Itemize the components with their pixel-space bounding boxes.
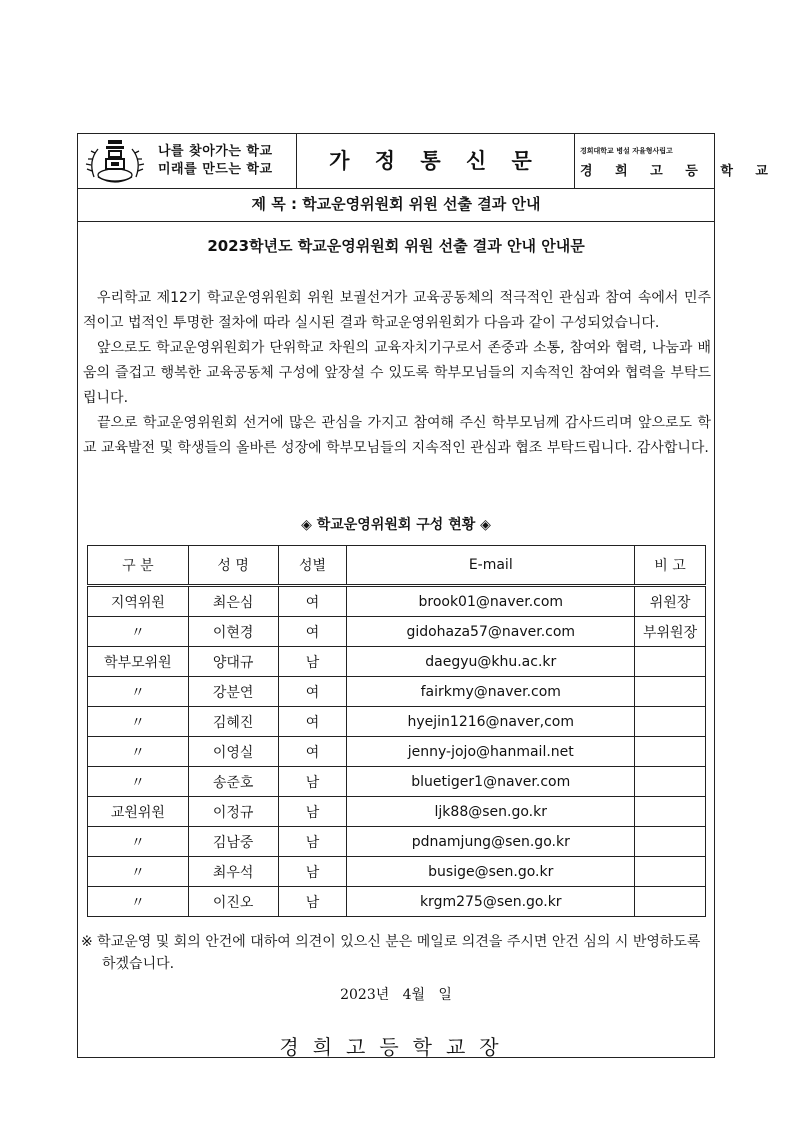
document-title: 2023학년도 학교운영위원회 위원 선출 결과 안내 안내문 [207,237,585,255]
remarks-cell: 위원장 [635,586,706,617]
letterhead-left [78,134,297,188]
category-cell: 교원위원 [88,797,189,827]
remarks-cell [635,647,706,677]
category-cell: 학부모위원 [88,647,189,677]
table-row [88,647,706,677]
category-cell: 〃 [88,617,189,647]
email-cell: gidohaza57@naver.com [347,617,635,647]
email-cell: pdnamjung@sen.go.kr [347,827,635,857]
header-remarks: 비 고 [635,546,706,586]
remarks-cell [635,887,706,917]
remarks-cell [635,707,706,737]
remarks-cell [635,857,706,887]
slogan-line-2: 미래를 만드는 학교 [158,162,273,177]
gender-cell: 남 [278,857,347,887]
gender-cell: 남 [278,647,347,677]
table-row [88,887,706,917]
category-cell: 〃 [88,737,189,767]
paragraph-3: 끝으로 학교운영위원회 선거에 많은 관심을 가지고 참여해 주신 학부모님께 감사드리며 앞으로도 학교 교육발전 및 학생들의 올바른 성장에 학부모님들의 지속적인 관심과 협조 부탁드립니다. 감사합니다. [83,415,711,456]
email-cell: bluetiger1@naver.com [347,767,635,797]
school-name: 경 희 고 등 학 교 [580,164,777,179]
school-affiliation: 경희대학교 병설 자율형사립고 [580,147,673,155]
footnote [81,931,709,975]
email-cell: krgm275@sen.go.kr [347,887,635,917]
category-cell: 〃 [88,857,189,887]
gender-cell: 남 [278,827,347,857]
header-name: 성 명 [188,546,278,586]
remarks-cell: 부위원장 [635,617,706,647]
gender-cell: 남 [278,797,347,827]
table-header-row [88,546,706,586]
gender-cell: 남 [278,767,347,797]
name-cell: 이현경 [188,617,278,647]
name-cell: 이정규 [188,797,278,827]
category-cell: 〃 [88,827,189,857]
gender-cell: 여 [278,617,347,647]
footnote-text: ※ 학교운영 및 회의 안건에 대하여 의견이 있으신 분은 메일로 의견을 주시면 안건 심의 시 반영하도록 하겠습니다. [81,934,701,972]
name-cell: 이진오 [188,887,278,917]
name-cell: 송준호 [188,767,278,797]
table-row [88,737,706,767]
letterhead [78,134,777,189]
category-cell: 〃 [88,707,189,737]
newsletter-frame [77,133,777,1059]
gender-cell: 남 [278,887,347,917]
gender-cell: 여 [278,586,347,617]
name-cell: 최은심 [188,586,278,617]
committee-table [87,545,706,917]
header-email: E-mail [347,546,635,586]
name-cell: 강분연 [188,677,278,707]
email-cell: daegyu@khu.ac.kr [347,647,635,677]
email-cell: hyejin1216@naver,com [347,707,635,737]
remarks-cell [635,677,706,707]
subject-line: 제 목 : 학교운영위원회 위원 선출 결과 안내 [78,188,714,222]
table-body [88,586,706,917]
newsletter-heading: 가 정 통 신 문 [296,134,575,188]
header-category: 구 분 [88,546,189,586]
remarks-cell [635,737,706,767]
slogan-line-1: 나를 찾아가는 학교 [158,144,273,159]
remarks-cell [635,827,706,857]
table-title: ◈ 학교운영위원회 구성 현황 ◈ [301,517,491,533]
table-row [88,707,706,737]
paragraph-2: 앞으로도 학교운영위원회가 단위학교 차원의 교육자치기구로서 존중과 소통, 참여와 협력, 나눔과 배움의 즐겁고 행복한 교육공동체 구성에 앞장설 수 있도록 학부모님들의 지속적인 참여와 협력을 부탁드립니다. [83,340,711,406]
header-gender: 성별 [278,546,347,586]
name-cell: 양대규 [188,647,278,677]
table-row [88,857,706,887]
table-row [88,827,706,857]
name-cell: 이영실 [188,737,278,767]
category-cell: 〃 [88,887,189,917]
body-text [83,286,711,461]
category-cell: 〃 [88,677,189,707]
table-row [88,797,706,827]
gender-cell: 여 [278,737,347,767]
category-cell: 〃 [88,767,189,797]
name-cell: 김혜진 [188,707,278,737]
principal-signature: 경희고등학교장 [279,1035,513,1059]
school-slogan [158,143,273,179]
email-cell: jenny-jojo@hanmail.net [347,737,635,767]
paragraph-1: 우리학교 제12기 학교운영위원회 위원 보궐선거가 교육공동체의 적극적인 관심과 참여 속에서 민주적이고 법적인 투명한 절차에 따라 실시된 결과 학교운영위원회가 다음과 같이 구성되었습니다. [83,290,711,331]
gender-cell: 여 [278,677,347,707]
issue-date: 2023년 4월 일 [340,987,452,1003]
email-cell: fairkmy@naver.com [347,677,635,707]
table-row [88,617,706,647]
school-emblem-icon [84,137,146,185]
category-cell: 지역위원 [88,586,189,617]
name-cell: 최우석 [188,857,278,887]
table-row [88,586,706,617]
email-cell: busige@sen.go.kr [347,857,635,887]
email-cell: ljk88@sen.go.kr [347,797,635,827]
table-row [88,677,706,707]
remarks-cell [635,797,706,827]
gender-cell: 여 [278,707,347,737]
school-block [574,134,777,188]
remarks-cell [635,767,706,797]
email-cell: brook01@naver.com [347,586,635,617]
name-cell: 김남중 [188,827,278,857]
table-row [88,767,706,797]
